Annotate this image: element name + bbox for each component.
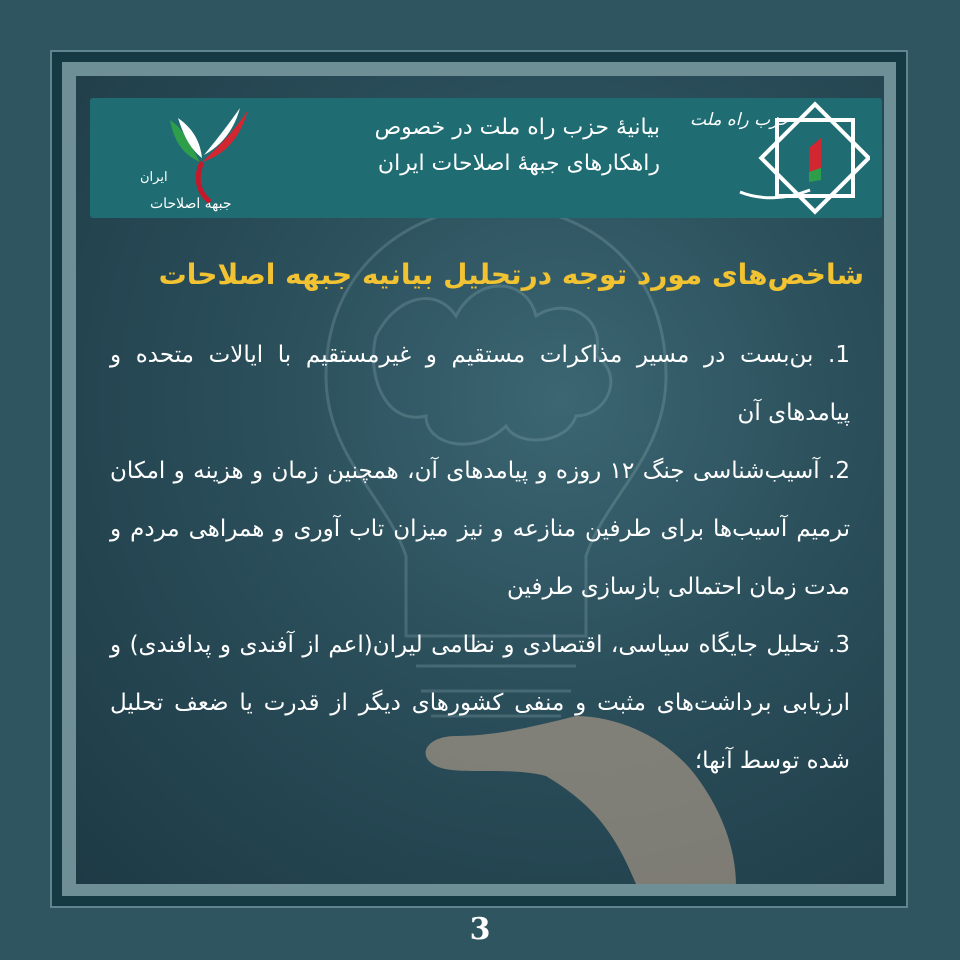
header-title-line2: راهکارهای جبههٔ اصلاحات ایران <box>377 151 660 176</box>
list-item: 2. آسیب‌شناسی جنگ ۱۲ روزه و پیامدهای آن، همچنین زمان و هزینه و امکان ترمیم آسیب‌ها برای طرفین منازعه و نیز میزان تاب آوری و همراهی مردم و مدت زمان احتمالی بازسازی طرفین <box>110 458 850 600</box>
right-logo-text: حزب راه ملت <box>690 110 790 130</box>
party-logo <box>690 100 870 218</box>
header-title <box>240 110 660 182</box>
section-heading: شاخص‌های مورد توجه درتحلیل بیانیه جبهه اصلاحات <box>158 258 864 291</box>
list-item: 1. بن‌بست در مسیر مذاکرات مستقیم و غیرمستقیم‌ با ایالات متحده و پیامدهای آن <box>110 342 850 426</box>
indicator-list <box>110 326 850 790</box>
left-logo-text-top: ایران <box>140 170 168 185</box>
list-item: 3. تحلیل جایگاه سیاسی، اقتصادی و نظامی لیران(اعم از آفندی و پدافندی) و ارزیابی برداشت‌های مثبت و منفی کشورهای دیگر از قدرت یا ضعف تحلیل شده توسط آنها؛ <box>110 632 850 774</box>
left-logo-text-bottom: جبهه اصلاحات <box>150 196 232 212</box>
page-number: 3 <box>469 912 491 947</box>
header-title-line1: بیانیهٔ حزب راه ملت در خصوص <box>374 115 660 140</box>
